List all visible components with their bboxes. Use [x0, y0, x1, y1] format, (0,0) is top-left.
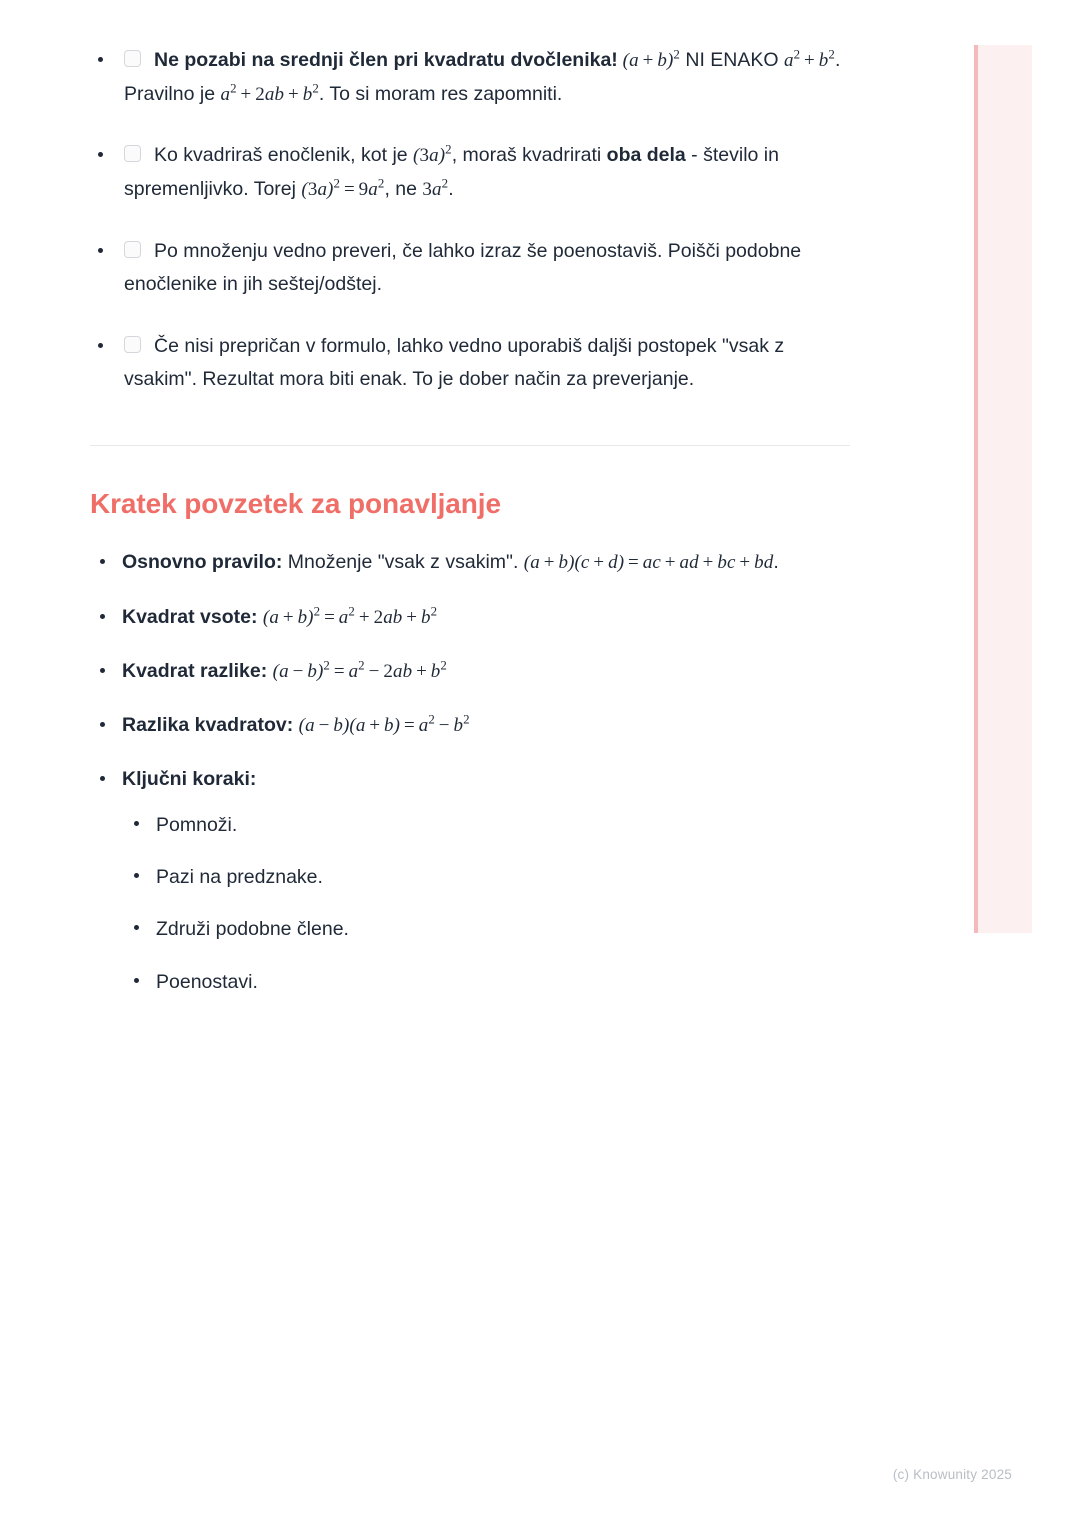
math-expression: $a^2 + b^2$ [783, 46, 835, 71]
list-item [90, 235, 850, 302]
math-expression: $a^2 + 2ab + b^2$ [220, 80, 319, 105]
list-item [90, 330, 850, 397]
math-expression: (a + b)(c + d) = ac + ad + bc + [523, 551, 755, 573]
list-item [90, 655, 850, 689]
list-item [90, 546, 850, 580]
list-item-text: . To si moram res zapomniti. [318, 82, 563, 105]
math-expression: $(3a)^2 = 9a^2$ [301, 175, 385, 201]
list-item-text: NI ENAKO [679, 49, 784, 71]
list-item [90, 763, 850, 998]
list-item [90, 709, 850, 743]
key-steps-list [122, 810, 850, 998]
section-divider [90, 445, 850, 446]
list-item-text: - število in spremenljivko. Torej [124, 144, 779, 201]
checkbox-icon[interactable] [124, 50, 141, 67]
math-expression: $(a + b)^2 = a^2 + 2ab + b^2$ [262, 604, 438, 629]
summary-list [90, 546, 850, 998]
math-expression: $(a + b)^2$ [617, 46, 680, 71]
list-item-text: , moraš kvadrirati [451, 144, 607, 167]
math-expression: $3a^2$ [422, 175, 449, 201]
tips-checklist [90, 44, 850, 397]
math-expression: $(3a)^2$ [413, 142, 452, 167]
list-item-text: . Pravilno je [124, 49, 841, 105]
footer-copyright: (c) Knowunity 2025 [892, 1467, 1012, 1482]
list-item-text: Množenje "vsak z vsakim". [282, 550, 524, 573]
list-item-text: . [773, 550, 779, 573]
page-title: Kratek povzetek za ponavljanje [90, 487, 501, 519]
checkbox-icon[interactable] [124, 241, 141, 258]
list-item-text: . [448, 178, 454, 201]
list-item [90, 139, 850, 206]
list-item-lead: Kvadrat razlike: [122, 660, 268, 683]
checkbox-icon[interactable] [124, 336, 141, 353]
list-item-lead: Osnovno pravilo: [122, 550, 283, 573]
list-item-lead: Ključni koraki: [122, 767, 257, 790]
list-item-lead: Kvadrat vsote: [122, 606, 258, 629]
checkbox-icon[interactable] [124, 145, 141, 162]
list-item-text: Ko kvadriraš enočlenik, kot je [154, 144, 414, 167]
list-item-emphasis: oba dela [606, 144, 686, 167]
list-item: Pomnoži. [122, 810, 850, 841]
math-expression: $(a - b)(a + b) = a^2 - b^2$ [298, 711, 470, 736]
list-item-text: Če nisi prepričan v formulo, lahko vedno uporabiš daljši postopek "vsak z vsakim". Rezultat mora biti enak. To je dober način za preverjanje. [124, 334, 785, 391]
pink-accent-panel [974, 45, 1032, 933]
list-item: Poenostavi. [122, 967, 850, 998]
list-item-text: Po množenju vedno preveri, če lahko izraz še poenostaviš. Poišči podobne enočlenike in jih seštej/odštej. [124, 239, 802, 296]
math-expression: bd [754, 551, 774, 573]
list-item-lead: Razlika kvadratov: [122, 713, 294, 736]
list-item-lead: Ne pozabi na srednji člen pri kvadratu dvočlenika! [154, 49, 618, 71]
math-expression: $(a - b)^2 = a^2 - 2ab + b^2$ [272, 657, 447, 683]
list-item [90, 601, 850, 635]
list-item [90, 44, 850, 111]
list-item-text: , ne [384, 178, 423, 201]
list-item: Pazi na predznake. [122, 862, 850, 893]
list-item: Združi podobne člene. [122, 914, 850, 945]
